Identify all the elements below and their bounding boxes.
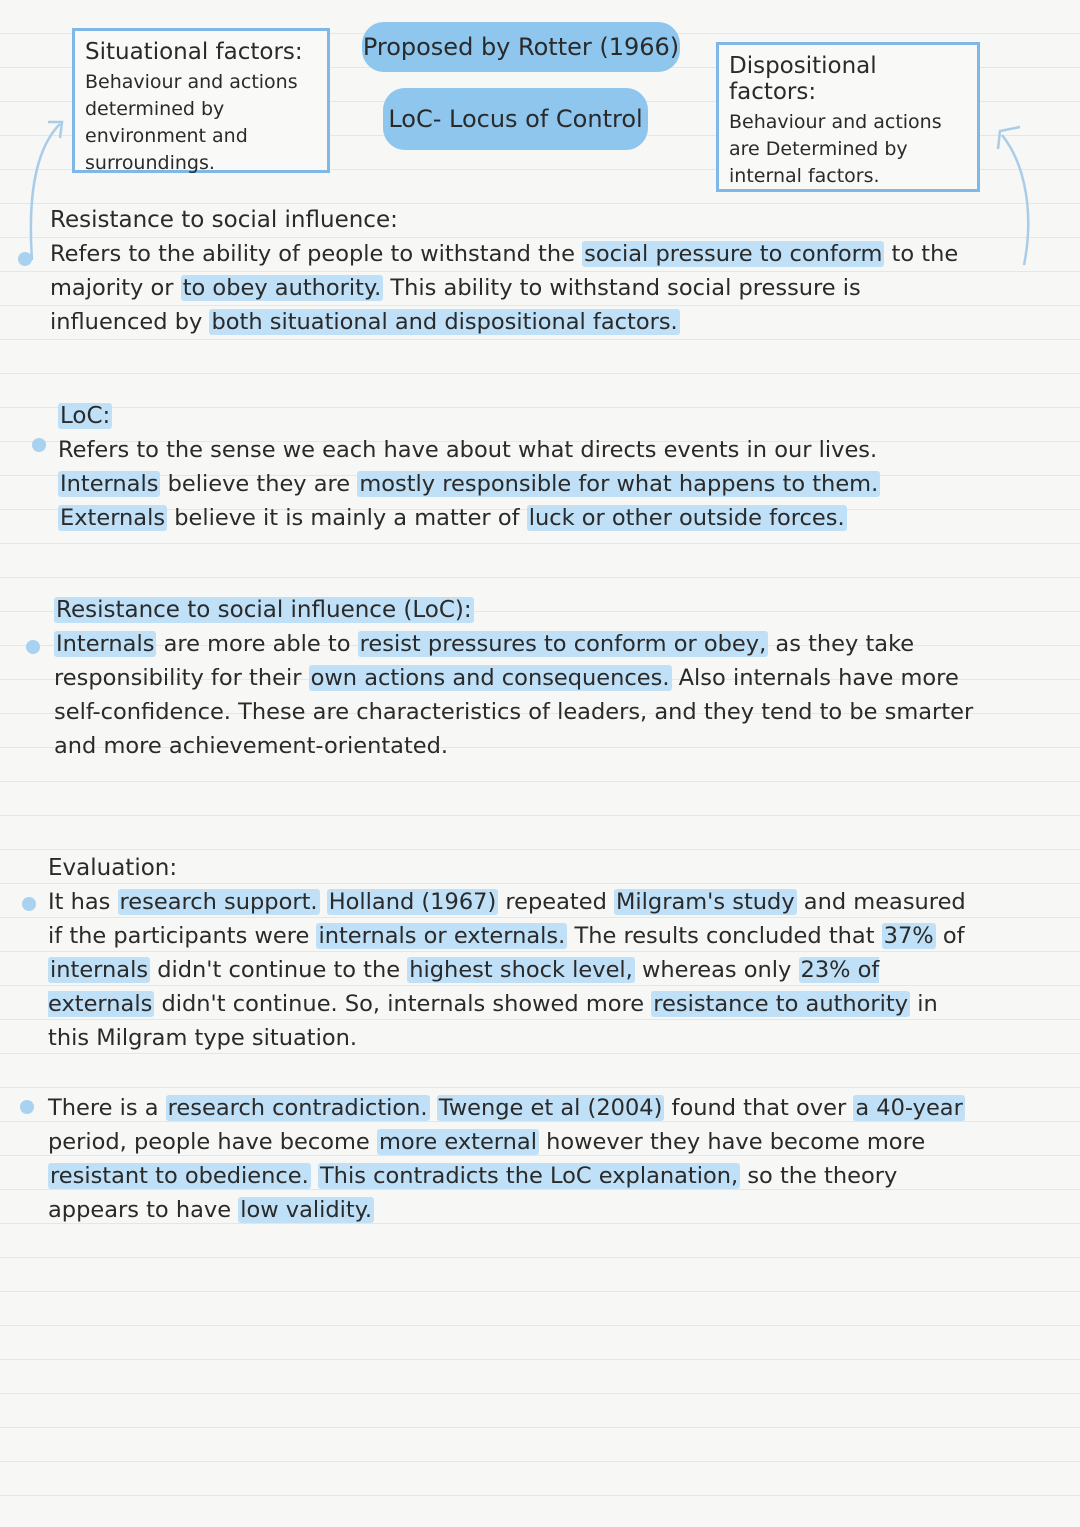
resistance-section: [50, 207, 980, 339]
dispositional-body: Behaviour and actions are Determined by internal factors.: [729, 111, 942, 187]
situational-factors-box: [72, 28, 330, 173]
dispositional-title: Dispositional factors:: [729, 53, 877, 105]
locus-of-control-pill: LoC- Locus of Control: [383, 88, 648, 150]
evaluation-section: [48, 855, 973, 1055]
resistance-loc-title: Resistance to social influence (LoC):: [56, 597, 472, 623]
loc-section: [58, 403, 978, 535]
dispositional-factors-box: [716, 42, 980, 192]
evaluation-title: Evaluation:: [48, 855, 178, 881]
contradiction-section: [48, 1091, 978, 1227]
contradiction-text: There is a research contradiction. Twenge et al (2004) found that over a 40-year period, people have become more external however they have become more resistant to obedience. This contradicts the LoC explanation, so the theory appears to have low validity.: [48, 1095, 963, 1223]
bullet-icon: [18, 252, 32, 266]
resistance-text: Refers to the ability of people to withstand the social pressure to conform to the majority or to obey authority. This ability to withstand social pressure is influenced by both situational and dispositional factors.: [50, 241, 959, 335]
loc-text: Refers to the sense we each have about what directs events in our lives. Internals believe they are mostly responsible for what happens to them. Externals believe it is mainly a matter of luck or other outside forces.: [58, 437, 879, 531]
bullet-icon: [20, 1100, 34, 1114]
resistance-loc-text: Internals are more able to resist pressures to conform or obey, as they take responsibility for their own actions and consequences. Also internals have more self-confidence. These are characteristics of leaders, and they tend to be smarter and more achievement-orientated.: [54, 631, 974, 759]
bullet-icon: [26, 640, 40, 654]
situational-title: Situational factors:: [85, 39, 303, 65]
resistance-title: Resistance to social influence:: [50, 207, 398, 233]
evaluation-text: It has research support. Holland (1967) repeated Milgram's study and measured if the participants were internals or externals. The results concluded that 37% of internals didn't continue to the highest shock level, whereas only 23% of externals didn't continue. So, internals showed more resistance to authority in this Milgram type situation.: [48, 889, 966, 1051]
loc-title: LoC:: [60, 403, 111, 429]
bullet-icon: [22, 897, 36, 911]
proposed-by-pill: Proposed by Rotter (1966): [362, 22, 680, 72]
resistance-loc-section: [54, 597, 974, 763]
right-arrow-icon: [990, 115, 1050, 275]
bullet-icon: [32, 438, 46, 452]
situational-body: Behaviour and actions determined by environment and surroundings.: [85, 71, 298, 174]
